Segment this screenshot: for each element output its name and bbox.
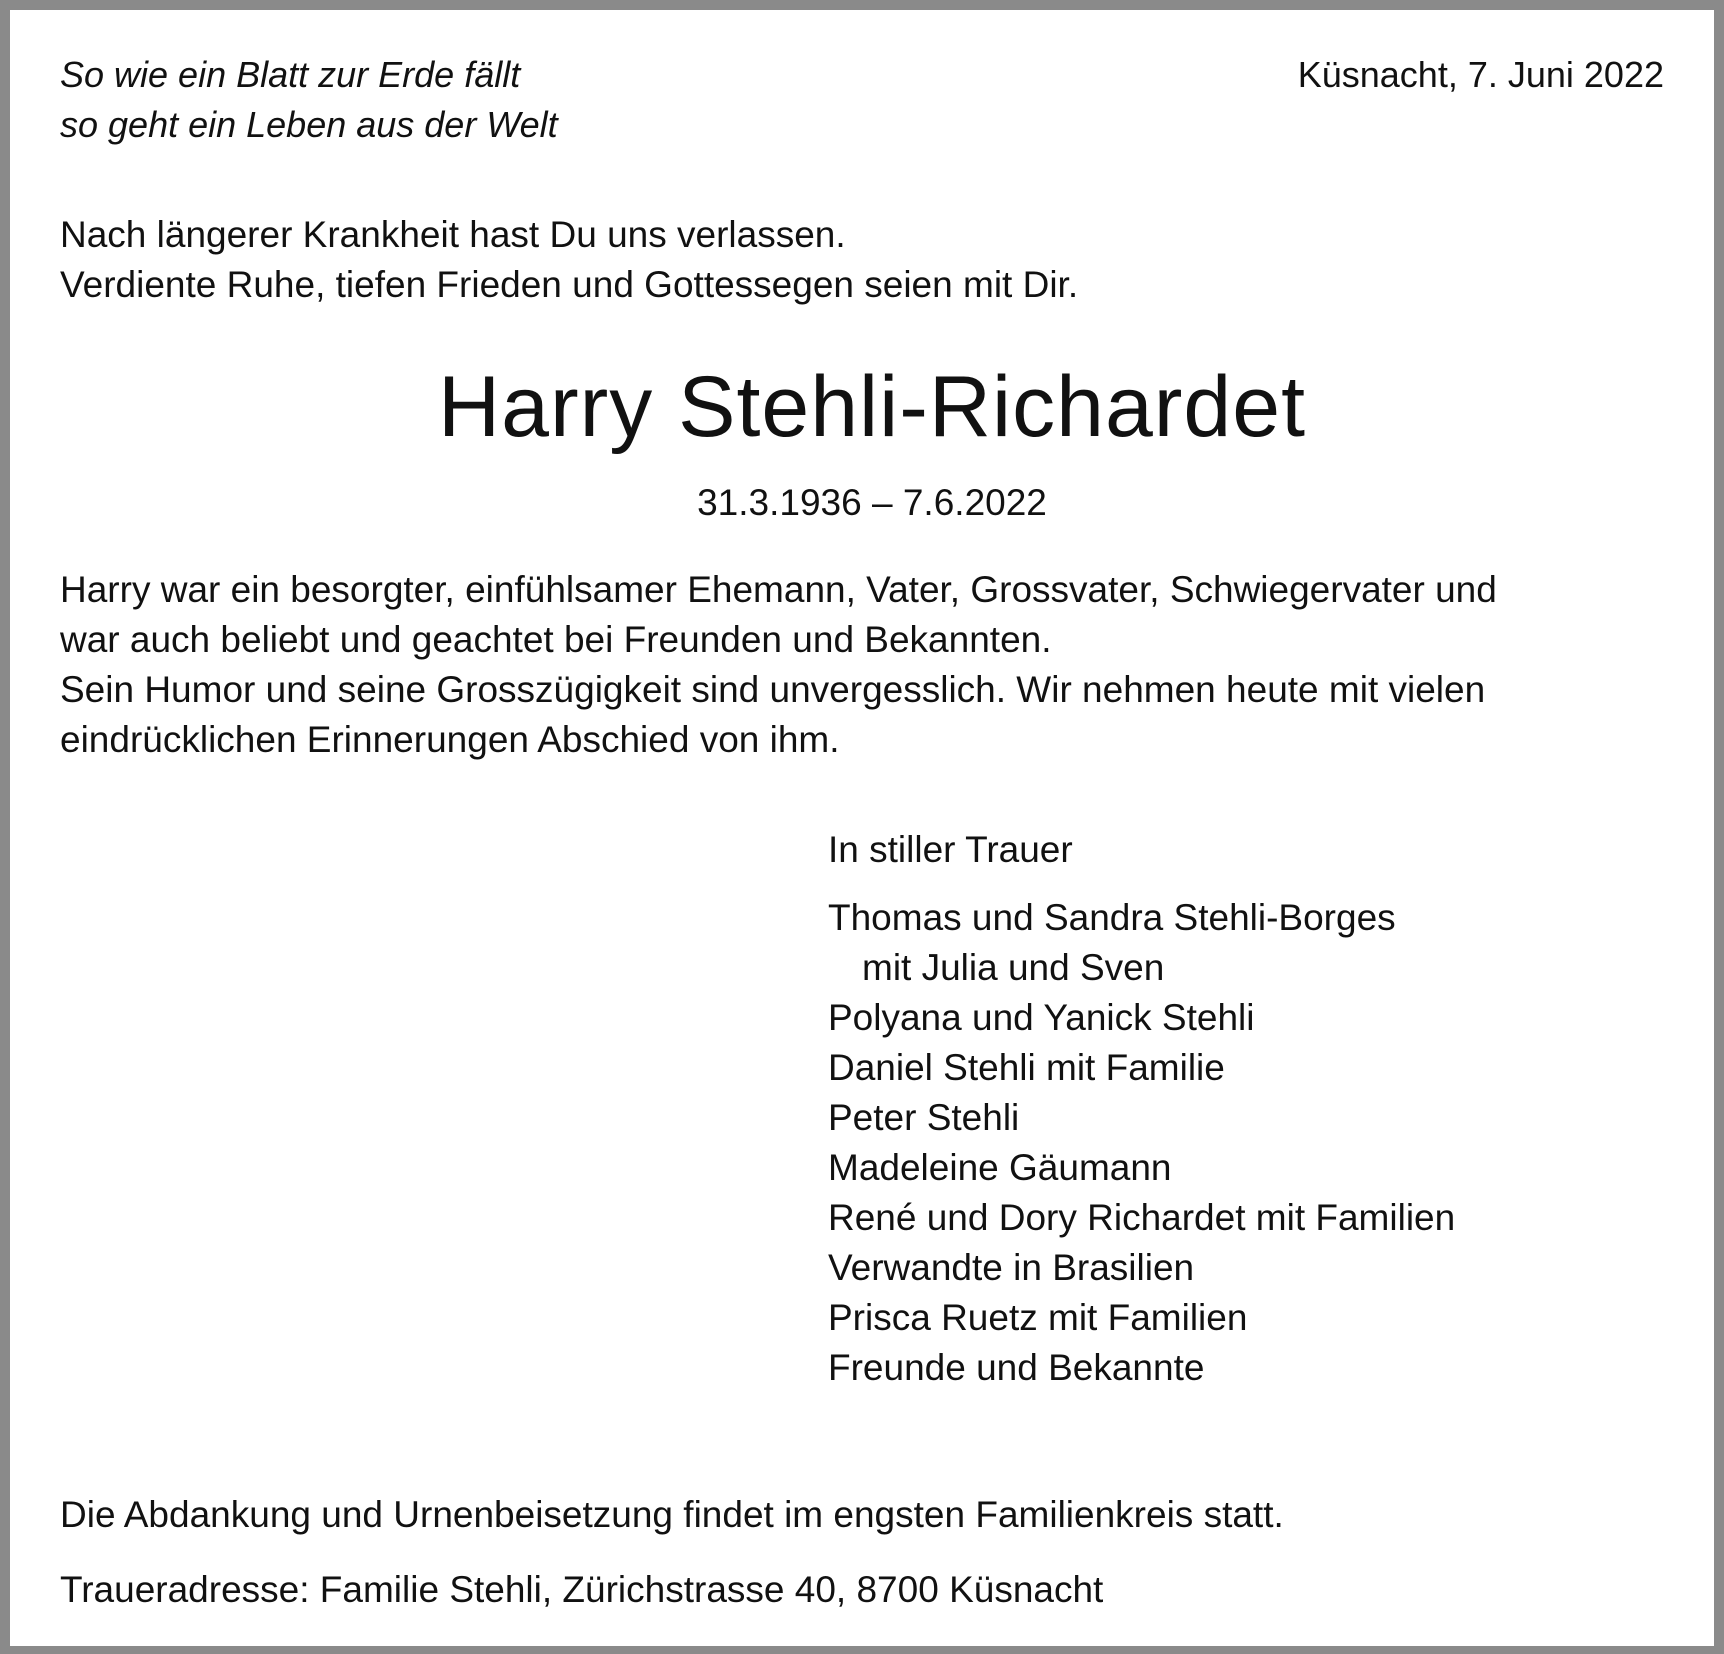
intro-line-1: Nach längerer Krankheit hast Du uns verlassen. bbox=[60, 214, 846, 255]
mourner-name: Polyana und Yanick Stehli bbox=[828, 997, 1255, 1038]
place-date: Küsnacht, 7. Juni 2022 bbox=[1297, 54, 1664, 95]
obituary-notice bbox=[10, 10, 1714, 1646]
tribute-text bbox=[60, 565, 1690, 765]
mourning-address: Traueradresse: Familie Stehli, Zürichstrasse 40, 8700 Küsnacht bbox=[60, 1569, 1104, 1610]
mourner-name: René und Dory Richardet mit Familien bbox=[828, 1197, 1456, 1238]
motto-line-1: So wie ein Blatt zur Erde fällt bbox=[60, 54, 521, 95]
intro-line-2: Verdiente Ruhe, tiefen Frieden und Gottessegen seien mit Dir. bbox=[60, 264, 1079, 305]
mourner-name: Verwandte in Brasilien bbox=[828, 1247, 1195, 1288]
mourner-name: Peter Stehli bbox=[828, 1097, 1020, 1138]
mourner-name: Thomas und Sandra Stehli-Borges bbox=[828, 897, 1396, 938]
mourner-name: Madeleine Gäumann bbox=[828, 1147, 1172, 1188]
mourner-name: Daniel Stehli mit Familie bbox=[828, 1047, 1225, 1088]
mourners-list bbox=[828, 825, 1455, 1393]
life-dates: 31.3.1936 – 7.6.2022 bbox=[697, 482, 1047, 523]
tribute-line-1: Harry war ein besorgter, einfühlsamer Ehemann, Vater, Grossvater, Schwiegervater und bbox=[60, 569, 1497, 610]
mourner-name: Prisca Ruetz mit Familien bbox=[828, 1297, 1248, 1338]
mourners-heading: In stiller Trauer bbox=[828, 829, 1073, 870]
motto-line-2: so geht ein Leben aus der Welt bbox=[60, 104, 558, 145]
mourner-name: mit Julia und Sven bbox=[862, 947, 1165, 988]
motto-verse bbox=[60, 50, 558, 150]
deceased-name: Harry Stehli-Richardet bbox=[438, 359, 1306, 455]
intro-text bbox=[60, 210, 1078, 310]
tribute-line-3: Sein Humor und seine Grosszügigkeit sind unvergesslich. Wir nehmen heute mit vielen bbox=[60, 669, 1486, 710]
ceremony-note: Die Abdankung und Urnenbeisetzung findet im engsten Familienkreis statt. bbox=[60, 1494, 1284, 1535]
tribute-line-4: eindrücklichen Erinnerungen Abschied von ihm. bbox=[60, 719, 840, 760]
mourner-name: Freunde und Bekannte bbox=[828, 1347, 1205, 1388]
tribute-line-2: war auch beliebt und geachtet bei Freunden und Bekannten. bbox=[60, 619, 1052, 660]
